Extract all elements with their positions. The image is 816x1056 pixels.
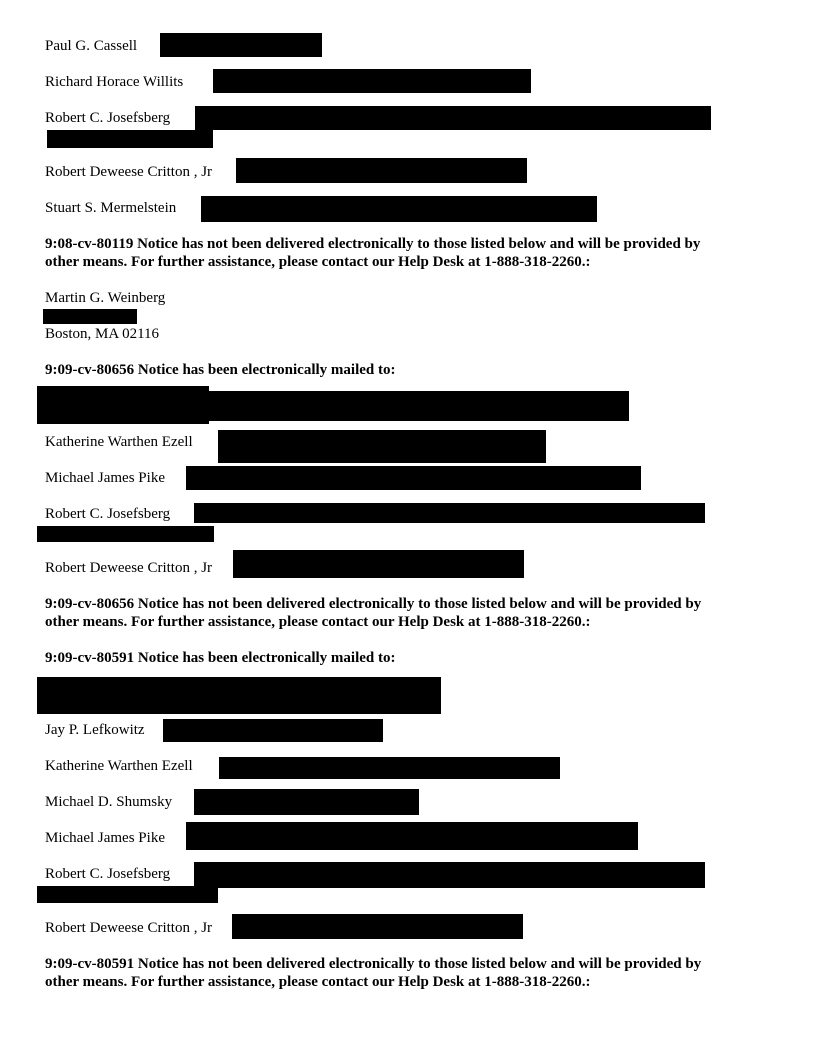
recipient-name: Martin G. Weinberg	[45, 290, 166, 306]
redaction-bar	[213, 69, 531, 93]
redaction-bar	[37, 386, 209, 424]
recipient-name: Robert C. Josefsberg	[45, 506, 171, 522]
redaction-bar	[209, 391, 629, 421]
notice-line: other means. For further assistance, please contact our Help Desk at 1-888-318-2260.:	[45, 254, 591, 270]
recipient-name: Michael James Pike	[45, 830, 165, 846]
section-header: 9:09-cv-80656 Notice has been electronically mailed to:	[45, 362, 396, 378]
recipient-name: Robert C. Josefsberg	[45, 110, 171, 126]
recipient-name: Michael D. Shumsky	[45, 794, 173, 810]
recipient-address: Boston, MA 02116	[45, 326, 160, 342]
recipient-name: Robert Deweese Critton , Jr	[45, 164, 213, 180]
redaction-bar	[47, 130, 213, 148]
notice-line: 9:09-cv-80656 Notice has not been delivered electronically to those listed below and will be provided by	[45, 596, 702, 612]
redaction-bar	[233, 550, 524, 578]
redaction-bar	[232, 914, 523, 939]
redaction-bar	[218, 430, 546, 463]
redaction-bar	[37, 526, 214, 542]
redaction-bar	[219, 757, 560, 779]
recipient-name: Michael James Pike	[45, 470, 165, 486]
recipient-name: Robert Deweese Critton , Jr	[45, 560, 213, 576]
recipient-name: Jay P. Lefkowitz	[45, 722, 145, 738]
recipient-name: Katherine Warthen Ezell	[45, 758, 193, 774]
redaction-bar	[194, 862, 705, 888]
redaction-bar	[194, 789, 419, 815]
redaction-bar	[43, 309, 137, 324]
section-header: 9:09-cv-80591 Notice has been electronically mailed to:	[45, 650, 396, 666]
notice-line: other means. For further assistance, please contact our Help Desk at 1-888-318-2260.:	[45, 974, 591, 990]
redaction-bar	[160, 33, 322, 57]
recipient-name: Stuart S. Mermelstein	[45, 200, 177, 216]
notice-line: 9:09-cv-80591 Notice has not been delivered electronically to those listed below and will be provided by	[45, 956, 702, 972]
redaction-bar	[194, 503, 705, 523]
notice-line: 9:08-cv-80119 Notice has not been delivered electronically to those listed below and will be provided by	[45, 236, 701, 252]
redaction-bar	[163, 719, 383, 742]
recipient-name: Richard Horace Willits	[45, 74, 184, 90]
redaction-bar	[37, 677, 441, 714]
redaction-bar	[186, 822, 638, 850]
recipient-name: Katherine Warthen Ezell	[45, 434, 193, 450]
redaction-bar	[195, 106, 711, 130]
notice-line: other means. For further assistance, please contact our Help Desk at 1-888-318-2260.:	[45, 614, 591, 630]
recipient-name: Robert Deweese Critton , Jr	[45, 920, 213, 936]
redaction-bar	[186, 466, 641, 490]
recipient-name: Paul G. Cassell	[45, 38, 138, 54]
redaction-bar	[236, 158, 527, 183]
redaction-bar	[37, 886, 218, 903]
redaction-bar	[201, 196, 597, 222]
recipient-name: Robert C. Josefsberg	[45, 866, 171, 882]
